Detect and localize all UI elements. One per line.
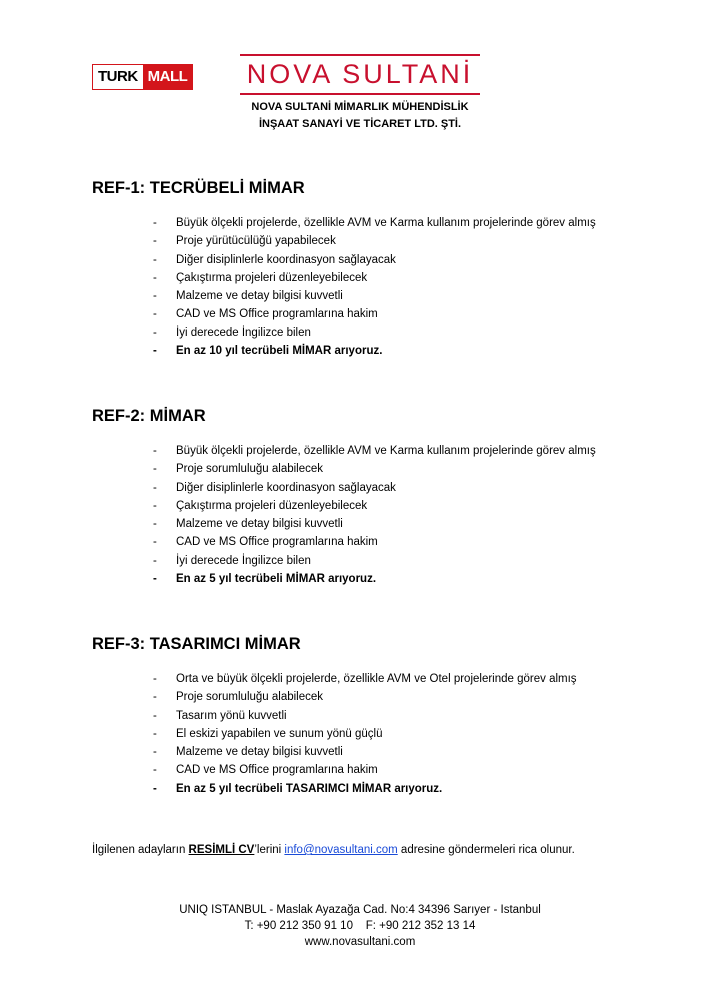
company-name [200, 99, 520, 133]
list-item-text: CAD ve MS Office programlarına hakim [176, 308, 378, 321]
list-item-summary [153, 570, 596, 588]
list-item-text: Çakıştırma projeleri düzenleyebilecek [176, 499, 368, 512]
company-name-line2: İNŞAAT SANAYİ VE TİCARET LTD. ŞTİ. [258, 118, 462, 130]
list-item [153, 725, 577, 743]
list-item-text: Proje sorumluluğu alabilecek [176, 691, 324, 704]
contact-suffix: adresine göndermeleri rica olunur. [397, 844, 575, 856]
list-item-text: Proje sorumluluğu alabilecek [176, 463, 324, 476]
ref1-title: REF-1: TECRÜBELİ MİMAR [92, 179, 305, 197]
footer-website[interactable]: www.novasultani.com [304, 936, 416, 948]
ref2-requirements-list [153, 442, 596, 588]
dash-bullet: - [153, 253, 157, 266]
footer-address: UNIQ ISTANBUL - Maslak Ayazağa Cad. No:4 34396 Sarıyer - Istanbul [179, 904, 541, 916]
list-item-text: Orta ve büyük ölçekli projelerde, özellikle AVM ve Otel projelerinde görev almış [176, 673, 577, 685]
dash-bullet: - [153, 235, 157, 248]
list-item [153, 442, 596, 460]
dash-bullet: - [153, 764, 157, 777]
ref2-title: REF-2: MİMAR [92, 407, 206, 425]
list-item-summary [153, 780, 577, 798]
list-item [153, 287, 596, 305]
footer [140, 902, 580, 950]
list-item [153, 269, 596, 287]
list-item [153, 761, 577, 779]
brand-rule-bottom [240, 93, 480, 95]
list-item [153, 460, 596, 478]
dash-bullet: - [153, 573, 157, 586]
list-item [153, 707, 577, 725]
list-item-text: Malzeme ve detay bilgisi kuvvetli [176, 746, 343, 759]
contact-prefix: İlgilenen adayların [92, 844, 189, 856]
list-item [153, 324, 596, 342]
list-item [153, 743, 577, 761]
dash-bullet: - [153, 481, 157, 494]
dash-bullet: - [153, 709, 157, 722]
dash-bullet: - [153, 463, 157, 476]
list-item [153, 305, 596, 323]
list-item [153, 214, 596, 232]
list-item-text: El eskizi yapabilen ve sunum yönü güçlü [176, 727, 383, 740]
turkmall-logo-turk: TURK [93, 65, 143, 89]
dash-bullet: - [153, 445, 157, 457]
list-item [153, 251, 596, 269]
list-item-text: En az 5 yıl tecrübeli TASARIMCI MİMAR arıyoruz. [176, 782, 443, 795]
dash-bullet: - [153, 782, 157, 795]
list-item-text: İyi derecede İngilizce bilen [176, 326, 311, 339]
list-item-text: Diğer disiplinlerle koordinasyon sağlayacak [176, 481, 396, 494]
list-item-text: Diğer disiplinlerle koordinasyon sağlayacak [176, 253, 396, 266]
dash-bullet: - [153, 326, 157, 339]
list-item-text: Malzeme ve detay bilgisi kuvvetli [176, 518, 343, 531]
list-item-text: En az 5 yıl tecrübeli MİMAR arıyoruz. [176, 573, 377, 586]
list-item-text: En az 10 yıl tecrübeli MİMAR arıyoruz. [176, 345, 383, 358]
list-item [153, 552, 596, 570]
list-item-text: Büyük ölçekli projelerde, özellikle AVM ve Karma kullanım projelerinde görev almış [176, 445, 596, 457]
list-item [153, 497, 596, 515]
dash-bullet: - [153, 308, 157, 321]
list-item-text: Malzeme ve detay bilgisi kuvvetli [176, 290, 343, 303]
dash-bullet: - [153, 345, 157, 358]
dash-bullet: - [153, 673, 157, 685]
dash-bullet: - [153, 691, 157, 704]
dash-bullet: - [153, 518, 157, 531]
list-item-summary [153, 342, 596, 360]
ref3-requirements-list [153, 670, 577, 798]
list-item [153, 479, 596, 497]
ref1-requirements-list [153, 214, 596, 360]
nova-sultani-logo: NOVA SULTANİ [246, 59, 474, 89]
turkmall-logo [92, 64, 193, 90]
dash-bullet: - [153, 290, 157, 303]
dash-bullet: - [153, 746, 157, 759]
company-name-line1: NOVA SULTANİ MİMARLIK MÜHENDİSLİK [251, 101, 469, 113]
list-item [153, 533, 596, 551]
application-instructions [92, 842, 575, 858]
footer-phones: T: +90 212 350 91 10 F: +90 212 352 13 14 [244, 920, 476, 932]
list-item-text: Proje yürütücülüğü yapabilecek [176, 235, 336, 248]
dash-bullet: - [153, 554, 157, 567]
list-item-text: CAD ve MS Office programlarına hakim [176, 764, 378, 777]
list-item [153, 670, 577, 688]
ref3-title: REF-3: TASARIMCI MİMAR [92, 635, 301, 653]
list-item-text: İyi derecede İngilizce bilen [176, 554, 311, 567]
dash-bullet: - [153, 536, 157, 549]
list-item-text: CAD ve MS Office programlarına hakim [176, 536, 378, 549]
dash-bullet: - [153, 499, 157, 512]
brand-rule-top [240, 54, 480, 56]
list-item [153, 688, 577, 706]
contact-cv-emphasis: RESİMLİ CV [188, 844, 255, 856]
email-link[interactable]: info@novasultani.com [284, 844, 398, 856]
turkmall-logo-mall: MALL [143, 65, 193, 89]
list-item-text: Tasarım yönü kuvvetli [176, 709, 287, 722]
list-item-text: Büyük ölçekli projelerde, özellikle AVM ve Karma kullanım projelerinde görev almış [176, 217, 596, 229]
list-item [153, 232, 596, 250]
list-item-text: Çakıştırma projeleri düzenleyebilecek [176, 271, 368, 284]
dash-bullet: - [153, 271, 157, 284]
dash-bullet: - [153, 217, 157, 229]
list-item [153, 515, 596, 533]
contact-middle: ’lerini [254, 844, 285, 856]
dash-bullet: - [153, 727, 157, 740]
